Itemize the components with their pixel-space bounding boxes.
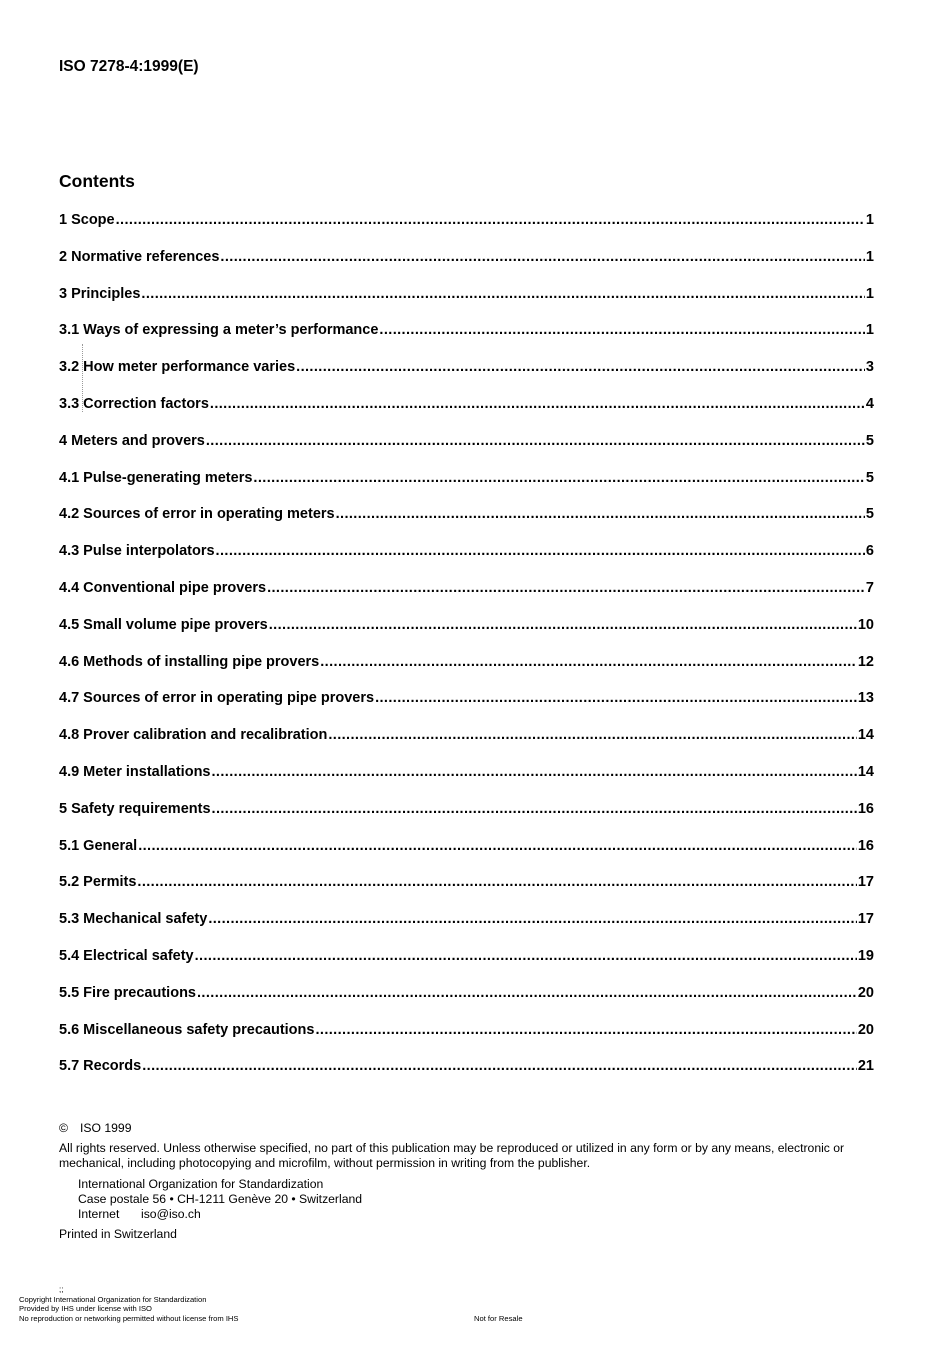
toc-entry-page: 20 xyxy=(857,1021,874,1038)
toc-dot-leader xyxy=(212,764,857,780)
toc-entry[interactable] xyxy=(59,838,874,860)
toc-entry-label: 4.9 Meter installations xyxy=(59,764,211,780)
toc-entry[interactable] xyxy=(59,359,874,381)
toc-entry-label: 3.1 Ways of expressing a meter’s performance xyxy=(59,322,379,339)
toc-dot-leader xyxy=(336,506,865,522)
toc-entry-page: 21 xyxy=(857,1058,874,1075)
toc-entry-page: 5 xyxy=(865,506,874,523)
toc-entry-page: 13 xyxy=(857,690,874,707)
toc-dot-leader xyxy=(116,212,865,228)
toc-entry-label: 4.1 Pulse-generating meters xyxy=(59,469,253,486)
toc-entry[interactable] xyxy=(59,506,874,528)
toc-entry-page: 10 xyxy=(857,616,874,633)
publisher-address xyxy=(59,1177,879,1223)
license-footer xyxy=(19,1295,238,1323)
toc-entry-label: 4 Meters and provers xyxy=(59,432,205,449)
toc-entry[interactable] xyxy=(59,727,874,749)
toc-entry-label: 3.3 Correction factors xyxy=(59,396,209,412)
toc-dot-leader xyxy=(141,286,865,302)
email-link[interactable]: iso@iso.ch xyxy=(141,1207,201,1222)
toc-entry-page: 1 xyxy=(865,322,874,339)
toc-dot-leader xyxy=(142,1058,857,1074)
toc-entry-label: 4.3 Pulse interpolators xyxy=(59,543,215,560)
copyright-notice xyxy=(59,1121,879,1136)
toc-dot-leader xyxy=(216,543,865,559)
toc-entry-page: 5 xyxy=(865,432,874,449)
toc-entry-page: 16 xyxy=(857,837,874,854)
toc-entry[interactable] xyxy=(59,212,874,234)
toc-entry-page: 5 xyxy=(865,469,874,486)
toc-entry-label: 4.8 Prover calibration and recalibration xyxy=(59,727,328,744)
toc-entry[interactable] xyxy=(59,985,874,1007)
toc-entry[interactable] xyxy=(59,948,874,970)
toc-dot-leader xyxy=(195,948,857,964)
toc-entry[interactable] xyxy=(59,322,874,344)
toc-entry-label: 3 Principles xyxy=(59,285,141,302)
toc-dot-leader xyxy=(208,911,857,927)
toc-entry-label: 4.2 Sources of error in operating meters xyxy=(59,506,335,523)
toc-entry-label: 1 Scope xyxy=(59,212,115,228)
toc-dot-leader xyxy=(210,396,865,412)
toc-entry-page: 12 xyxy=(857,653,874,670)
internet-contact xyxy=(78,1207,879,1222)
toc-dot-leader xyxy=(197,985,857,1001)
toc-entry-label: 5.7 Records xyxy=(59,1058,142,1075)
toc-entry[interactable] xyxy=(59,801,874,823)
toc-entry[interactable] xyxy=(59,470,874,492)
toc-entry-label: 5.1 General xyxy=(59,837,138,854)
copyright-text: ISO 1999 xyxy=(79,1121,132,1135)
toc-dot-leader xyxy=(138,838,857,854)
footer-provider: Provided by IHS under license with ISO xyxy=(19,1304,152,1314)
toc-entry-page: 1 xyxy=(865,285,874,302)
toc-entry-page: 17 xyxy=(857,874,874,891)
toc-entry-label: 2 Normative references xyxy=(59,248,220,265)
toc-entry-label: 4.7 Sources of error in operating pipe provers xyxy=(59,690,375,707)
toc-dot-leader xyxy=(269,617,857,633)
toc-dot-leader xyxy=(253,470,865,486)
toc-dot-leader xyxy=(137,874,856,890)
document-id: ISO 7278-4:1999(E) xyxy=(59,58,199,75)
toc-entry[interactable] xyxy=(59,690,874,712)
toc-entry-page: 19 xyxy=(857,948,874,964)
internet-label: Internet xyxy=(78,1207,120,1222)
toc-entry-page: 7 xyxy=(865,580,874,596)
toc-entry-page: 16 xyxy=(857,800,874,817)
toc-entry-label: 5.3 Mechanical safety xyxy=(59,911,208,928)
printed-location: Printed in Switzerland xyxy=(59,1227,177,1242)
toc-entry[interactable] xyxy=(59,249,874,271)
footer-restriction: No reproduction or networking permitted without license from IHS xyxy=(19,1313,239,1323)
footer-copyright: Copyright International Organization for Standardization xyxy=(19,1295,207,1304)
toc-entry-page: 17 xyxy=(857,911,874,928)
toc-entry-page: 14 xyxy=(857,764,874,780)
toc-entry-label: 5.2 Permits xyxy=(59,874,137,891)
toc-dot-leader xyxy=(320,654,857,670)
toc-entry[interactable] xyxy=(59,433,874,455)
toc-entry-label: 5.4 Electrical safety xyxy=(59,948,194,964)
toc-entry[interactable] xyxy=(59,764,874,786)
toc-entry[interactable] xyxy=(59,911,874,933)
toc-entry-page: 3 xyxy=(865,359,874,376)
toc-entry-label: 5.6 Miscellaneous safety precautions xyxy=(59,1021,315,1038)
toc-dot-leader xyxy=(379,322,865,338)
contents-heading: Contents xyxy=(59,171,135,191)
toc-entry-label: 5 Safety requirements xyxy=(59,800,211,817)
toc-dot-leader xyxy=(315,1022,856,1038)
toc-entry[interactable] xyxy=(59,286,874,308)
toc-entry[interactable] xyxy=(59,617,874,639)
organization-name: International Organization for Standardization xyxy=(78,1176,324,1191)
footer-marks: ; ; xyxy=(59,1285,63,1294)
toc-dot-leader xyxy=(220,249,865,265)
toc-dot-leader xyxy=(267,580,865,596)
toc-dot-leader xyxy=(328,727,857,743)
toc-entry[interactable] xyxy=(59,1022,874,1044)
toc-entry-label: 4.5 Small volume pipe provers xyxy=(59,616,268,633)
scan-artifact-dotted-line xyxy=(82,344,83,412)
toc-entry[interactable] xyxy=(59,580,874,602)
postal-address: Case postale 56 • CH-1211 Genève 20 • Switzerland xyxy=(78,1191,363,1206)
toc-entry-page: 1 xyxy=(865,248,874,265)
toc-entry-page: 4 xyxy=(865,396,874,412)
toc-entry-page: 20 xyxy=(857,984,874,1001)
toc-dot-leader xyxy=(206,433,865,449)
toc-entry-label: 4.6 Methods of installing pipe provers xyxy=(59,653,320,670)
toc-entry[interactable] xyxy=(59,543,874,565)
toc-dot-leader xyxy=(375,690,857,706)
toc-entry-label: 3.2 How meter performance varies xyxy=(59,359,296,376)
toc-entry[interactable] xyxy=(59,874,874,896)
toc-entry[interactable] xyxy=(59,1058,874,1080)
toc-entry[interactable] xyxy=(59,654,874,676)
toc-entry-page: 14 xyxy=(857,727,874,744)
rights-statement: All rights reserved. Unless otherwise specified, no part of this publication may be reproduced or utilized in any form or by any means, electronic or mechanical, including photocopying and microfilm, without permission in writing from the publisher. xyxy=(59,1141,845,1171)
toc-entry-label: 4.4 Conventional pipe provers xyxy=(59,580,267,596)
toc-entry[interactable] xyxy=(59,396,874,418)
copyright-block xyxy=(59,1121,879,1242)
toc-dot-leader xyxy=(296,359,865,375)
toc-entry-page: 1 xyxy=(865,212,874,228)
not-for-resale-label: Not for Resale xyxy=(474,1314,523,1323)
toc-entry-page: 6 xyxy=(865,543,874,560)
toc-entry-label: 5.5 Fire precautions xyxy=(59,984,196,1001)
copyright-icon: © xyxy=(59,1121,68,1135)
toc-dot-leader xyxy=(212,801,857,817)
